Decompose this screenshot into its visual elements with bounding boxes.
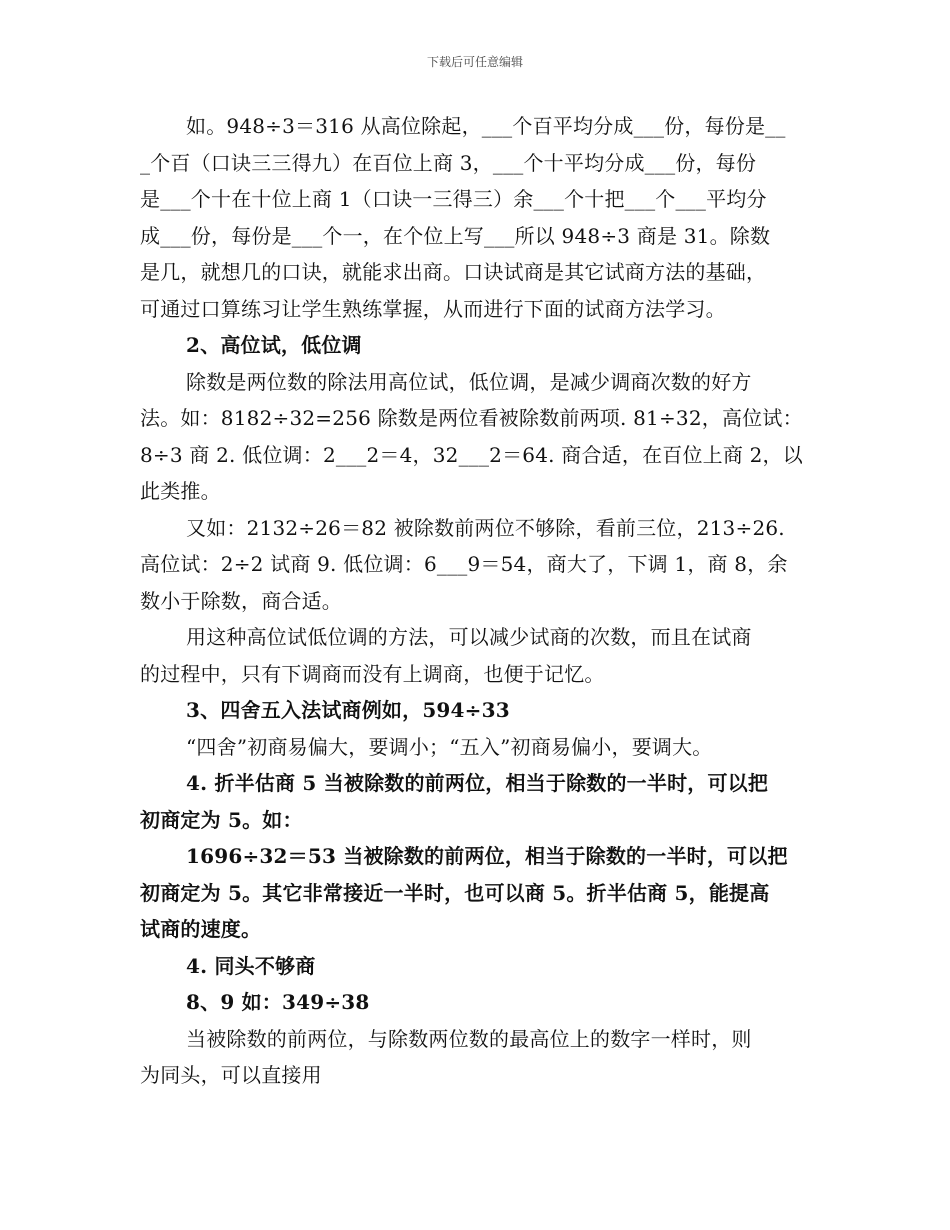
section-heading: 2、高位试，低位调 bbox=[186, 333, 362, 357]
paragraph-line: 数小于除数，商合适。 bbox=[140, 588, 342, 613]
paragraph-line: 用这种高位试低位调的方法，可以减少试商的次数，而且在试商 bbox=[186, 625, 752, 649]
paragraph-line: 的过程中，只有下调商而没有上调商，也便于记忆。 bbox=[140, 661, 605, 686]
paragraph-line: 初商定为 5。其它非常接近一半时，也可以商 5。折半估商 5，能提高 bbox=[140, 880, 770, 905]
paragraph-line: 试商的速度。 bbox=[140, 917, 262, 941]
paragraph-line: 初商定为 5。如： bbox=[140, 807, 303, 832]
section-heading: 3、四舍五入法试商例如，594÷33 bbox=[186, 698, 510, 722]
document-body bbox=[140, 108, 820, 1094]
paragraph-line: 是___个十在十位上商 1（口诀一三得三）余___个十把___个___平均分 bbox=[140, 187, 767, 211]
page-header: 下载后可任意编辑 bbox=[426, 55, 523, 69]
section-heading: 8、9 如：349÷38 bbox=[186, 990, 370, 1014]
paragraph-line: _个百（口诀三三得九）在百位上商 3，___个十平均分成___份，每份 bbox=[140, 150, 757, 175]
paragraph-line: 此类推。 bbox=[140, 479, 221, 503]
section-heading: 4. 同头不够商 bbox=[186, 953, 316, 978]
paragraph-line: 成___份，每份是___个一，在个位上写___所以 948÷3 商是 31。除数 bbox=[140, 223, 771, 248]
paragraph-line: 除数是两位数的除法用高位试，低位调，是减少调商次数的好方 bbox=[186, 369, 752, 394]
paragraph-line: 可通过口算练习让学生熟练掌握，从而进行下面的试商方法学习。 bbox=[140, 296, 726, 321]
paragraph-line: 如。948÷3＝316 从高位除起，___个百平均分成___份，每份是__ bbox=[186, 114, 786, 138]
paragraph-line: 高位试：2÷2 试商 9. 低位调：6___9＝54，商大了，下调 1，商 8，余 bbox=[140, 552, 788, 576]
paragraph-line: 法。如：8182÷32=256 除数是两位看被除数前两项. 81÷32，高位试： bbox=[140, 406, 803, 430]
paragraph-line: “四舍”初商易偏大，要调小；“五入”初商易偏小，要调大。 bbox=[186, 734, 713, 759]
paragraph-line: 是几，就想几的口诀，就能求出商。口诀试商是其它试商方法的基础， bbox=[140, 260, 767, 284]
paragraph-line: 8÷3 商 2. 低位调：2___2＝4，32___2＝64. 商合适，在百位上商 2，以 bbox=[140, 442, 803, 467]
paragraph-line: 1696÷32＝53 当被除数的前两位，相当于除数的一半时，可以把 bbox=[186, 844, 788, 868]
paragraph-line: 为同头，可以直接用 bbox=[140, 1063, 322, 1087]
paragraph-line: 又如：2132÷26＝82 被除数前两位不够除，看前三位，213÷26. bbox=[186, 515, 785, 540]
paragraph-line: 当被除数的前两位，与除数两位数的最高位上的数字一样时，则 bbox=[186, 1026, 752, 1051]
section-heading: 4. 折半估商 5 当被除数的前两位，相当于除数的一半时，可以把 bbox=[186, 771, 769, 795]
